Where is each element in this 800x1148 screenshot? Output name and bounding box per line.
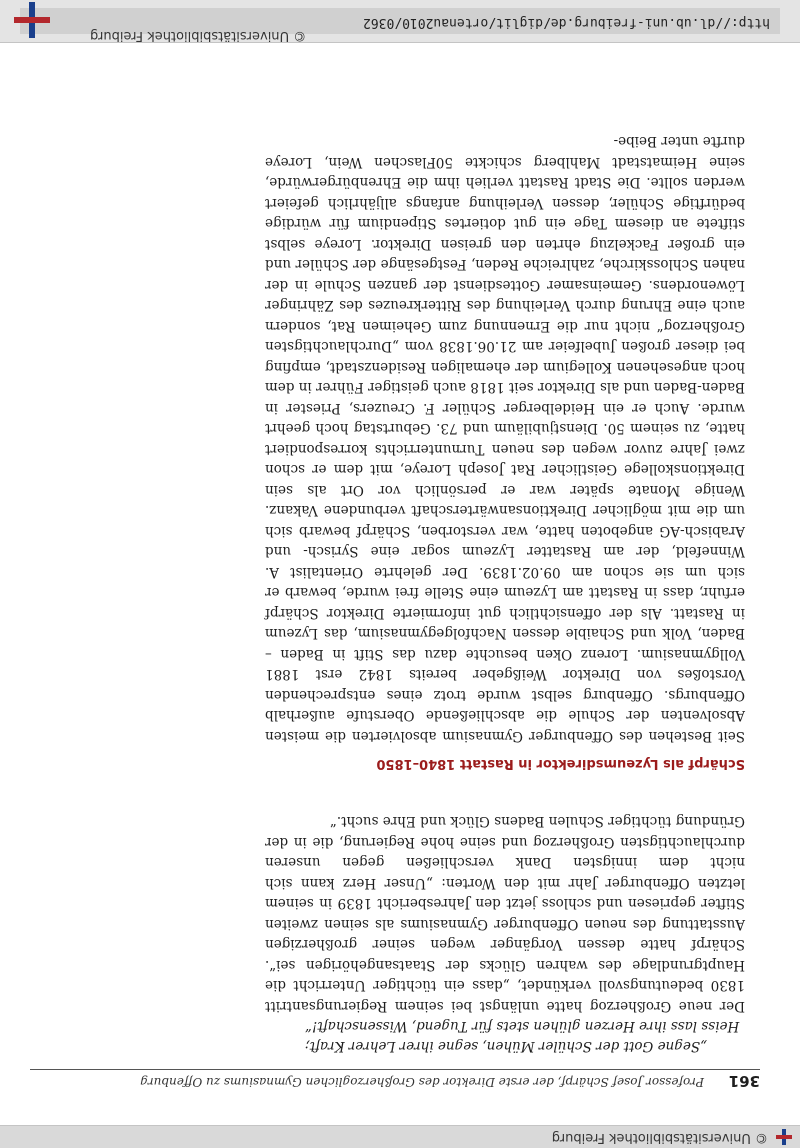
page-number: 361 <box>728 1072 760 1090</box>
top-bar <box>0 1125 800 1148</box>
motto-line: Heiss lass ihre Herzen glühen stets für Tugend, Wissenschaft!“ <box>305 1018 740 1034</box>
bottom-credit: © Universitätsbibliothek Freiburg <box>90 28 307 43</box>
motto <box>305 1016 745 1056</box>
paragraph-2 <box>265 131 745 746</box>
library-logo-icon <box>14 2 50 38</box>
paragraph-1 <box>265 811 745 1016</box>
motto-line: „Segne Gott der Schüler Mühen, segne ihrer Lehrer Kraft; <box>305 1038 708 1054</box>
bottom-bar <box>0 0 800 43</box>
section-heading: Schärpf als Lyzeumsdirektor in Rastatt 1840–1850 <box>376 756 745 771</box>
permalink-url[interactable]: http://dl.ub.uni-freiburg.de/diglit/ortenau2010/0362 <box>363 15 770 30</box>
running-head <box>30 1069 760 1090</box>
paragraph-text: Der neue Großherzog hatte unlängst bei seinem Regierungsantritt 1830 bedeutungsvoll verkündet, „dass ein tüchtiger Unterricht die Hauptgrundlage des wahren Glücks der Staatsangehörigen sei“. Schärpf hatte dessen Vorgänger wegen seiner großherzigen Ausstattung des neuen Offenburger Gymnasiums als seinen zweiten Stifter gepriesen und schloss jetzt den Jahresbericht 1839 in seinem letzten Offenburger Jahr mit den Worten: „Unser Herz kann sich nicht dem innigsten Dank verschließen gegen unseren durchlauchtigsten Großherzog und seine hohe Regierung, die in der Gründung tüchtiger Schulen Badens Glück und Ehre sucht.“ <box>265 813 745 1014</box>
top-credit: © Universitätsbibliothek Freiburg <box>551 1130 768 1145</box>
paragraph-text: Seit Bestehen des Offenburger Gymnasium absolvierten die meisten Absolventen der Schule die abschließende Oberstufe außerhalb Offenburgs. Offenburg selbst wurde trotz eines entsprechenden Vorstoßes von Direktor Weißgeber bereits 1842 erst 1881 Vollgymnasium. Lorenz Oken besuchte dazu das Stift in Baden – Baden, Volk und Schaible dessen Nachfolgegymnasium, das Lyzeum in Rastatt. Als der offensichtlich gut informierte Direktor Schärpf erfuhr, dass in Rastatt am Lyzeum eine Stelle frei wurde, bewarb er sich um sie schon am 09.02.1839. Der gelehrte Orientalist A. Winnefeld, der am Rastatter Lyzeum sogar eine Syrisch- und Arabisch-AG angeboten hatte, war verstorben, Schärpf bewarb sich um die mit möglicher Direktionsanwärterschaft verbundene Vakanz. Wenige Monate später war er persönlich vor Ort als sein Direktionskollege Geistlicher Rat Joseph Loreye, mit dem er schon zwei Jahre zuvor wegen des neuen Turnunterrichts korrespondiert hatte, zu seinem 50. Dienstjubiläum und 73. Geburtstag hoch geehrt wurde. Auch er ein Heidelberger Schüler F. Creuzers, Priester in Baden-Baden und als Direktor seit 1818 auch geistiger Führer in dem hoch angesehenen Kollegium der ehemaligen Residenzstadt, empfing bei dieser großen Jubelfeier am 21.06.1838 vom „Durchlauchtigsten Großherzog“ nicht nur die Ernennung zum Geheimen Rat, sondern auch eine Ehrung durch Verleihung des Ritterkreuzes des Zähringer Löwenordens. Gemeinsamer Gottesdienst der ganzen Schule in der nahen Schlosskirche, zahlreiche Reden, Festgesänge der Schüler und ein großer Fackelzug ehrten den greisen Direktor. Loreye selbst stiftete an diesem Tage ein gut dotiertes Stipendium für würdige bedürftige Schüler, dessen Verleihung anfangs alljährlich gefeiert werden sollte. Die Stadt Rastatt verlieh ihm die Ehrenbürgerwürde, seine Heimatstadt Mahlberg schickte 50Flaschen Wein, Loreye durfte unter Beibe- <box>265 133 745 744</box>
library-logo-icon <box>776 1129 792 1145</box>
running-head-title: Professor Josef Schärpf, der erste Direktor des Großherzoglichen Gymnasiums zu Offenburg <box>140 1075 704 1089</box>
